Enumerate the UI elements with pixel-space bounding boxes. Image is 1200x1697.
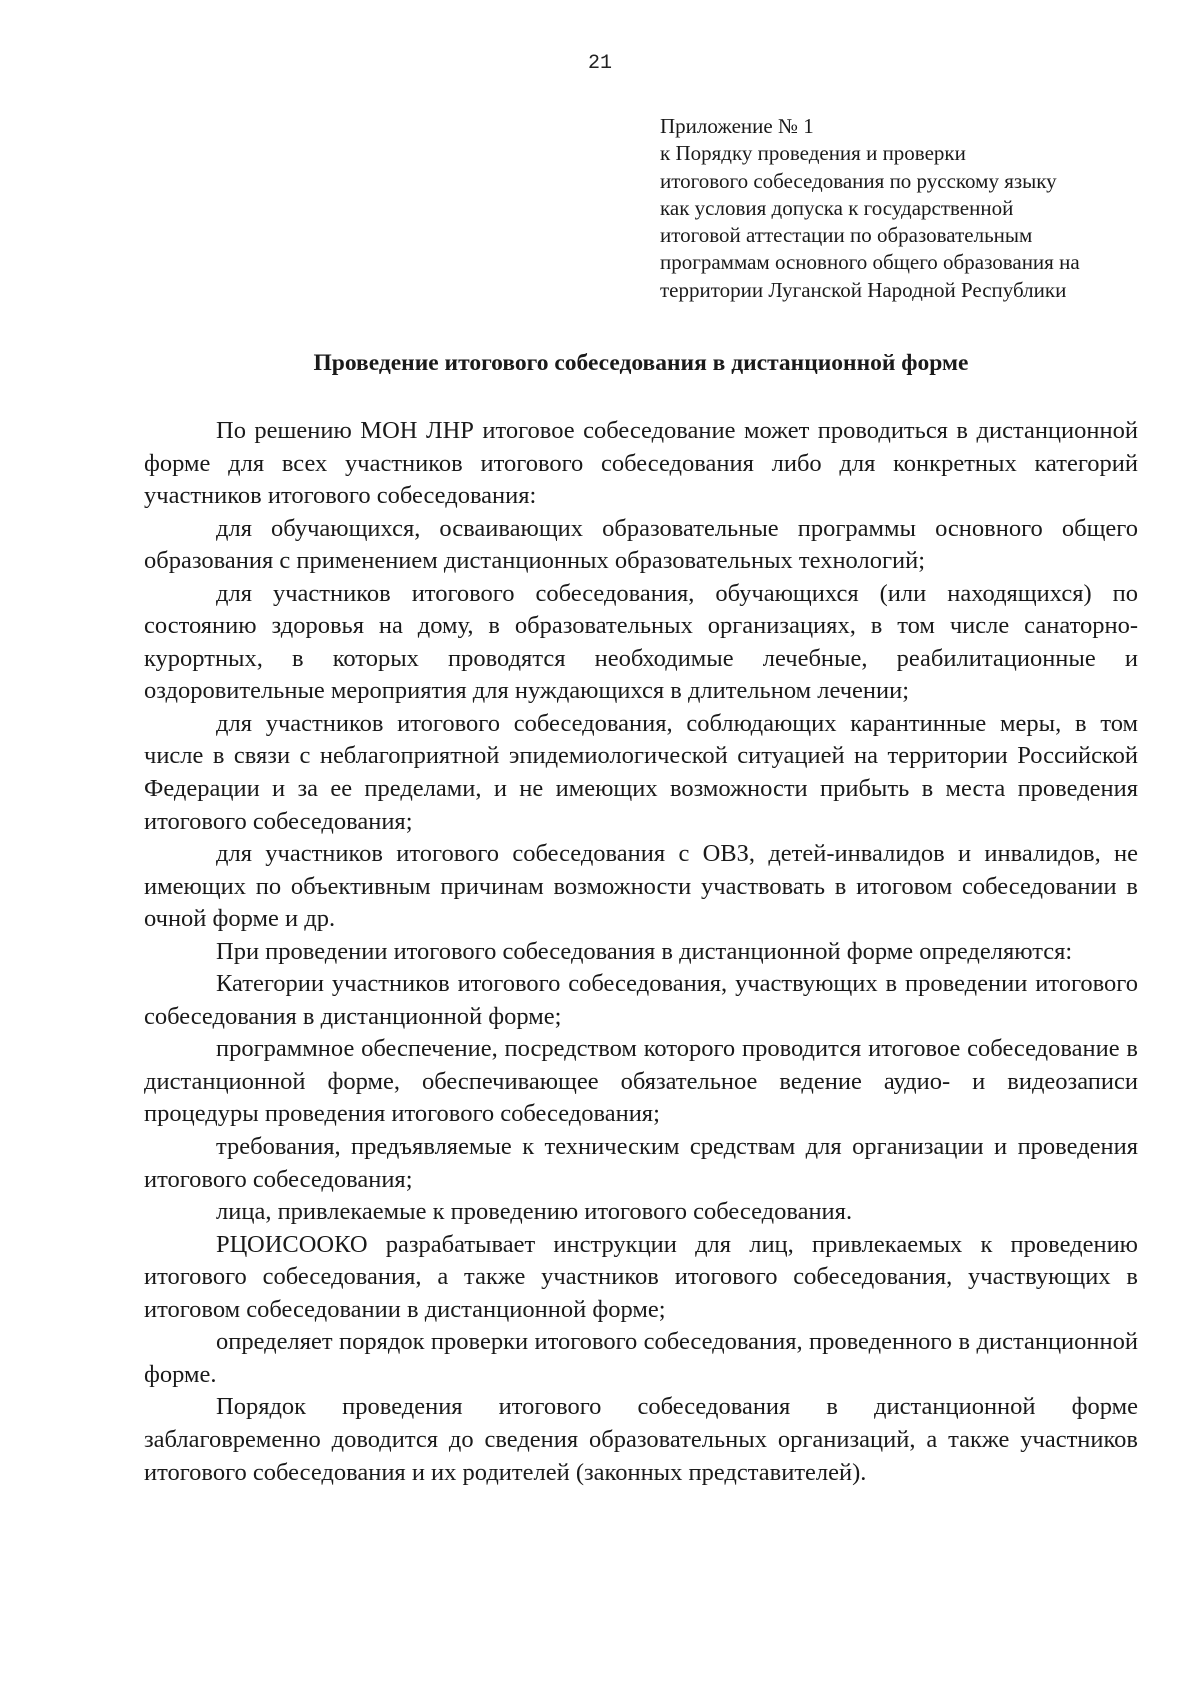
paragraph: Категории участников итогового собеседования, участвующих в проведении итогового собеседования в дистанционной форме; <box>144 970 1138 1030</box>
paragraph: для участников итогового собеседования, обучающихся (или находящихся) по состоянию здоровья на дому, в образовательных организациях, в том числе санаторно-курортных, в которых проводятся необходимые лечебные, реабилитационные и оздоровительные мероприятия для нуждающихся в длительном лечении; <box>144 579 1138 705</box>
paragraph: лица, привлекаемые к проведению итогового собеседования. <box>216 1198 853 1226</box>
paragraph: Порядок проведения итогового собеседования в дистанционной форме заблаговременно доводится до сведения образовательных организаций, а также участников итогового собеседования и их родителей (законных представителей). <box>144 1393 1138 1486</box>
paragraph: для участников итогового собеседования, соблюдающих карантинные меры, в том числе в связи с неблагоприятной эпидемиологической ситуацией на территории Российской Федерации и за ее пределами, и не имеющих возможности прибыть в места проведения итогового собеседования; <box>144 709 1138 835</box>
page-number: 21 <box>587 52 612 75</box>
appendix-line: Приложение № 1 <box>660 114 814 138</box>
paragraph: программное обеспечение, посредством которого проводится итоговое собеседование в дистанционной форме, обеспечивающее обязательное ведение аудио- и видеозаписи процедуры проведения итогового собеседования; <box>144 1035 1138 1128</box>
paragraph: По решению МОН ЛНР итоговое собеседование может проводиться в дистанционной форме для всех участников итогового собеседования либо для конкретных категорий участников итогового собеседования: <box>144 417 1138 510</box>
document-title: Проведение итогового собеседования в дистанционной форме <box>313 350 969 376</box>
paragraph: определяет порядок проверки итогового собеседования, проведенного в дистанционной форме. <box>144 1328 1138 1388</box>
appendix-line: итогового собеседования по русскому языку <box>660 168 1057 193</box>
appendix-line: итоговой аттестации по образовательным <box>660 223 1033 248</box>
appendix-line: как условия допуска к государственной <box>660 195 1014 220</box>
appendix-line: территории Луганской Народной Республики <box>660 277 1067 302</box>
appendix-line: к Порядку проведения и проверки <box>660 141 966 166</box>
document-body <box>144 415 1138 1489</box>
paragraph: для участников итогового собеседования с ОВЗ, детей-инвалидов и инвалидов, не имеющих по объективным причинам возможности участвовать в итоговом собеседовании в очной форме и др. <box>144 840 1138 933</box>
paragraph: При проведении итогового собеседования в дистанционной форме определяются: <box>216 937 1073 965</box>
paragraph: для обучающихся, осваивающих образовательные программы основного общего образования с применением дистанционных образовательных технологий; <box>144 514 1138 575</box>
appendix-line: программам основного общего образования на <box>660 250 1080 275</box>
appendix-block <box>660 113 1160 304</box>
paragraph: РЦОИСООКО разрабатывает инструкции для лиц, привлекаемых к проведению итогового собеседования, а также участников итогового собеседования, участвующих в итоговом собеседовании в дистанционной форме; <box>144 1230 1138 1323</box>
paragraph: требования, предъявляемые к техническим средствам для организации и проведения итогового собеседования; <box>144 1133 1138 1193</box>
